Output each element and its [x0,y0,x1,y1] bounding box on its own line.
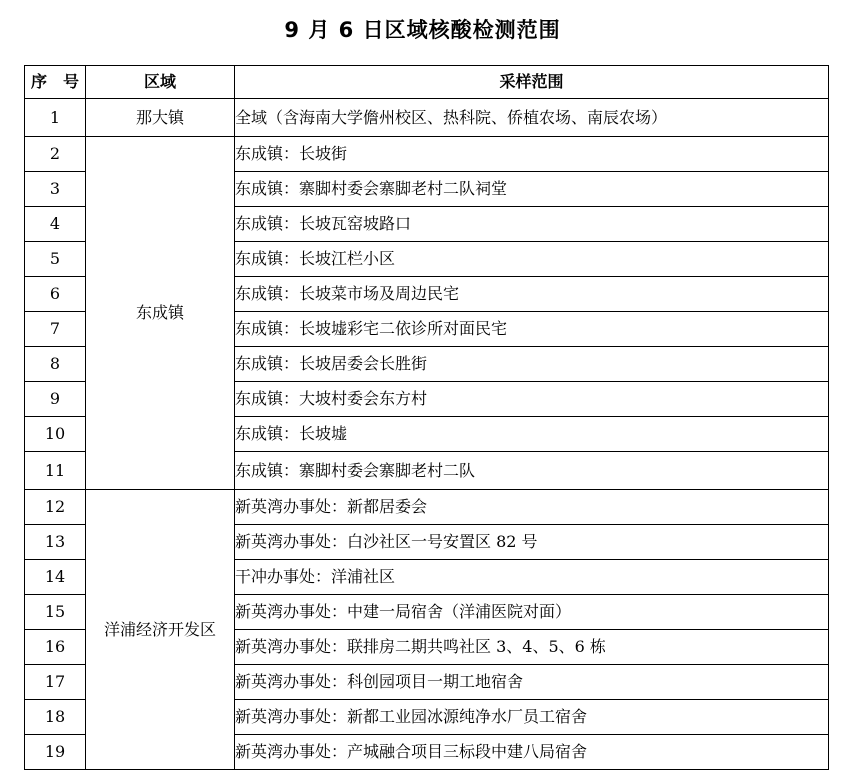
row-scope: 新英湾办事处：产城融合项目三标段中建八局宿舍 [235,735,829,770]
row-seq: 16 [25,630,86,665]
row-scope: 东成镇：长坡街 [235,137,829,172]
row-seq: 5 [25,242,86,277]
row-seq: 2 [25,137,86,172]
row-scope: 东成镇：寨脚村委会寨脚老村二队祠堂 [235,172,829,207]
header-scope: 采样范围 [235,66,829,99]
row-scope: 东成镇：大坡村委会东方村 [235,382,829,417]
row-scope: 干冲办事处：洋浦社区 [235,560,829,595]
header-seq: 序 号 [25,66,86,99]
row-scope: 东成镇：长坡瓦窑坡路口 [235,207,829,242]
row-seq: 9 [25,382,86,417]
header-row [25,66,829,99]
row-scope: 新英湾办事处：白沙社区一号安置区 82 号 [235,525,829,560]
row-seq: 15 [25,595,86,630]
row-scope: 东成镇：长坡墟彩宅二依诊所对面民宅 [235,312,829,347]
row-seq: 6 [25,277,86,312]
row-scope: 全域（含海南大学儋州校区、热科院、侨植农场、南辰农场） [235,99,829,137]
row-scope: 东成镇：长坡菜市场及周边民宅 [235,277,829,312]
row-scope: 东成镇：长坡江栏小区 [235,242,829,277]
area-cell: 那大镇 [86,99,235,137]
row-seq: 11 [25,452,86,490]
header-area: 区域 [86,66,235,99]
row-seq: 13 [25,525,86,560]
table-row [25,490,829,525]
row-scope: 新英湾办事处：中建一局宿舍（洋浦医院对面） [235,595,829,630]
area-cell: 洋浦经济开发区 [86,490,235,770]
row-seq: 1 [25,99,86,137]
row-seq: 12 [25,490,86,525]
table-row [25,99,829,137]
row-scope: 新英湾办事处：新都居委会 [235,490,829,525]
row-seq: 18 [25,700,86,735]
row-scope: 新英湾办事处：新都工业园冰源纯净水厂员工宿舍 [235,700,829,735]
row-scope: 东成镇：长坡墟 [235,417,829,452]
row-seq: 7 [25,312,86,347]
row-seq: 8 [25,347,86,382]
row-scope: 东成镇：寨脚村委会寨脚老村二队 [235,452,829,490]
row-scope: 新英湾办事处：科创园项目一期工地宿舍 [235,665,829,700]
row-seq: 14 [25,560,86,595]
row-seq: 19 [25,735,86,770]
table-row [25,137,829,172]
row-seq: 3 [25,172,86,207]
row-scope: 新英湾办事处：联排房二期共鸣社区 3、4、5、6 栋 [235,630,829,665]
row-seq: 4 [25,207,86,242]
row-scope: 东成镇：长坡居委会长胜街 [235,347,829,382]
page-title: 9 月 6 日区域核酸检测范围 [284,18,561,42]
row-seq: 10 [25,417,86,452]
testing-scope-table [24,65,829,770]
area-cell: 东成镇 [86,137,235,490]
row-seq: 17 [25,665,86,700]
